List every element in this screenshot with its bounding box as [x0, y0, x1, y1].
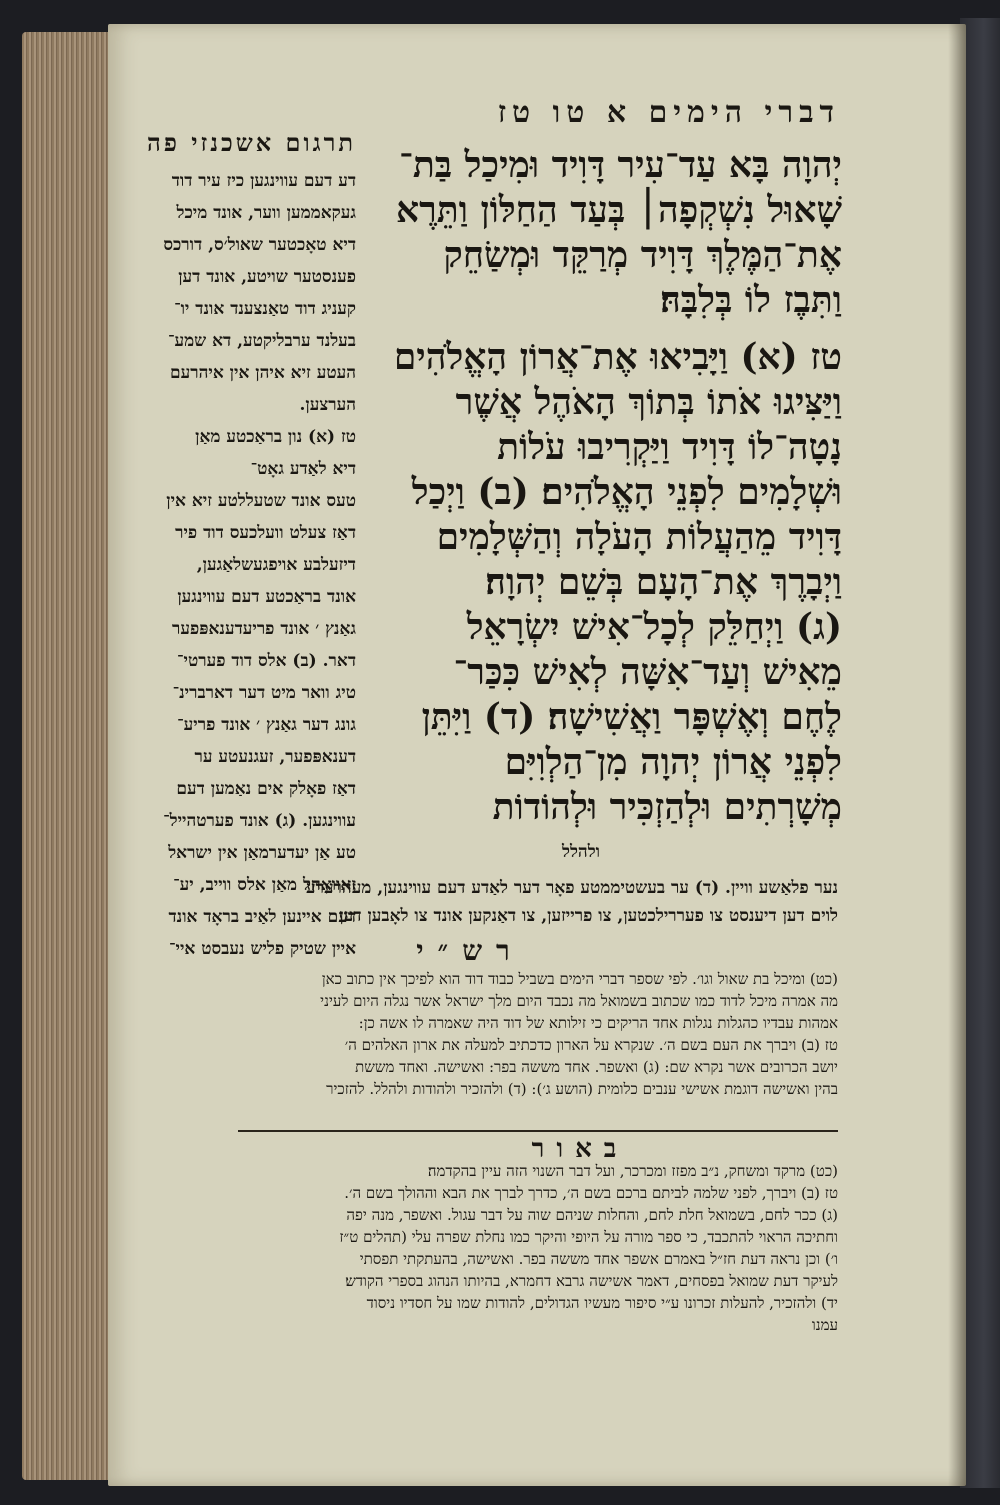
- translation-line: אונד בראַכטע דעם עווינגען: [177, 587, 356, 607]
- biur-commentary: [118, 1160, 838, 1336]
- translation-line: קעניג דוד טאַנצענד אונד יו־: [174, 299, 356, 319]
- translation-line: דיזעלבע אויפגעשלאַגען,: [196, 555, 356, 575]
- main-text-line: דָּוִיד מֵהַעֲלוֹת הָעֹלָה וְהַשְּׁלָמִים: [436, 516, 842, 558]
- rashi-heading: רש״י: [416, 934, 524, 967]
- book-page-edges: [22, 32, 114, 1480]
- rashi-line: טז (ב) ויברך את העם בשם ה׳. שנקרא על הארון כדכתיב למעלה את ארון האלהים ה׳: [344, 1036, 838, 1054]
- translation-line: דעם איינען לאַיב בראָד אונד: [168, 907, 356, 927]
- translation-column: [116, 165, 356, 965]
- main-text-line: מֵאִישׁ וְעַד־אִשָּׁה לְאִישׁ כִּכַּר־: [453, 651, 842, 693]
- translation-line: העטע זיא איהן אין איהרעם: [170, 363, 356, 383]
- rashi-commentary: [118, 968, 838, 1100]
- translation-line: גאַנץ ׳ אונד פריעדענאפּפער: [172, 619, 356, 639]
- translation-line: בעלנד ערבליקטע, דא שמע־: [167, 331, 356, 351]
- translation-line: טעס אונד שטעללטע זיא אין: [166, 491, 356, 511]
- translation-line: עווינגען. (ג) אונד פערטהייל־: [163, 811, 356, 831]
- translation-line: געקאממען ווער, אונד מיכל: [176, 203, 356, 223]
- main-text-line: וַתִּבֶז לוֹ בְּלִבָּהּ׃: [660, 279, 842, 321]
- translation-line: דענאפּפער, זעגנעטע ער: [194, 747, 356, 767]
- biur-line: ו׳) וכן נראה דעת חז״ל באמרם אשפר אחד מששה בפר. ואשישה, בהעתקתי תפסתי: [359, 1250, 838, 1268]
- translation-line: טז (א) נון בראַכטע מאַן: [195, 427, 356, 447]
- translation-line: דאר. (ב) אלס דוד פערטי־: [176, 651, 356, 671]
- page-gutter-shadow: [948, 24, 966, 1486]
- translation-line: טיג וואר מיט דער דארברינ־: [172, 683, 356, 703]
- translation-line: דיא לאַדע גאָט־: [250, 459, 356, 479]
- biur-line: טז (ב) ויברך, לפני שלמה לביתם ברכם בשם ה׳, כדרך לברך את הבא וההולך בשם ה׳.: [344, 1184, 838, 1202]
- section-divider: [238, 1130, 838, 1132]
- translation-line: דאַז צעלט וועלכעס דוד פיר: [175, 523, 356, 543]
- main-text-line: (ג) וַיְחַלֵּק לְכָל־אִישׁ יִשְׂרָאֵל: [466, 606, 842, 648]
- main-text-line: טז (א) וַיָּבִיאוּ אֶת־אֲרוֹן הָאֱלֹהִים: [393, 336, 842, 378]
- main-text-line: לֶחֶם וְאֶשְׁפָּר וַאֲשִׁישָׁה׃ (ד) וַיִּתֵּן: [421, 696, 842, 738]
- translation-line: הערצען.: [299, 395, 356, 415]
- biur-line: וחתיכה הראוי להתכבד, כי ספר מורה על היופי והיקר כמו נחלת שפרה עלי (תהלים ט״ז: [339, 1228, 838, 1246]
- main-text-line: לִפְנֵי אֲרוֹן יְהוָה מִן־הַלְוִיִּם: [504, 741, 842, 783]
- translation-line: פענסטער שויטע, אונד דען: [178, 267, 356, 287]
- rashi-line: בהין ואשישה דוגמת אשישי ענבים כלומית (הושע ג׳): (ד) ולהזכיר ולהודות ולהלל. להזכיר: [326, 1080, 838, 1098]
- main-text-line: מְשָׁרְתִים וּלְהַזְכִּיר וּלְהוֹדוֹת: [492, 786, 842, 828]
- translation-line: דע דעם עווינגען כיז עיר דוד: [171, 171, 356, 191]
- biur-line: יד) ולהזכיר, להעלות זכרונו ע״י סיפור מעשיו הגדולים, להודות שמו על חסדיו ניסוד: [366, 1294, 838, 1312]
- translation-line: גונג דער גאַנץ ׳ אונד פריע־: [177, 715, 356, 735]
- biur-line: (ג) ככר לחם, בשמואל חלת לחם, והחלות שניהם שוה על דבר עגול. ואשפר, מנה יפה: [346, 1206, 838, 1224]
- facing-page-edge: [960, 18, 1000, 1488]
- main-text-line: אֶת־הַמֶּלֶךְ דָּוִיד מְרַקֵּד וּמְשַׂחֵק: [443, 234, 842, 276]
- main-text-column: [372, 143, 842, 830]
- translation-line: דיא טאָכטער שאול׳ס, דורכס: [163, 235, 356, 255]
- main-text-line: שָׁאוּל נִשְׁקְפָה׀ בְּעַד הַחַלּוֹן וַתֵּרֶא: [395, 189, 842, 231]
- main-text-line: וַיַּצִּיגוּ אֹתוֹ בְּתוֹךְ הָאֹהֶל אֲשֶׁר: [455, 381, 842, 423]
- translation-line: זאוואָהל מאַן אלס ווייב, יע־: [173, 875, 356, 895]
- biur-heading: באור: [531, 1134, 629, 1164]
- main-text-line: וַיְבָרֶךְ אֶת־הָעָם בְּשֵׁם יְהוָה׃: [485, 561, 842, 603]
- rashi-line: אמהות עבדיו כהגלות נגלות אחד הריקים כי זילותא של דוד היה שאמרה לו אשה כן:: [358, 1014, 838, 1032]
- main-text-line: נָטָה־לוֹ דָּוִיד וַיַּקְרִיבוּ עֹלוֹת: [497, 426, 842, 468]
- biur-line: (כט) מרקד ומשחק, נ״ב מפזז ומכרכר, ועל דבר השנוי הזה עיין בהקדמה׃: [427, 1162, 838, 1180]
- main-text-line: וּשְׁלָמִים לִפְנֵי הָאֱלֹהִים׃ (ב) וַיְכַל: [411, 471, 842, 513]
- biur-line: עמנו: [811, 1316, 838, 1334]
- main-text-line: יְהוָה בָּא עַד־עִיר דָּוִיד וּמִיכַל בַּת־: [399, 144, 842, 186]
- translation-line: איין שטיק פליש נעבסט איי־: [168, 939, 356, 959]
- translation-wide-line: לוים דען דיענסט צו פעררילכטען, צו פרייזען, צו דאַנקען אונד צו לאָבען דען: [339, 906, 838, 926]
- biur-line: לעיקר דעת שמואל בפסחים, דאמר אשישה גרבא דחמרא, בהיותו הנהוג בספרי הקודש׃: [345, 1272, 838, 1290]
- rashi-line: מה אמרה מיכל לדוד כמו שכתוב בשמואל מה נכבד היום מלך ישראל אשר נגלה היום לעיני: [320, 992, 838, 1010]
- translation-line: דאַז פאָלק אים נאַמען דעם: [176, 779, 356, 799]
- running-header-title: דברי הימים א טו טז: [497, 95, 840, 130]
- translation-wide-line: נער פלאַשע וויין. (ד) ער בעשטיממטע פאָר דער לאַדע דעם עווינגען, מעהרערע: [305, 878, 838, 898]
- marginal-note: ולהלל: [562, 842, 600, 862]
- translation-line: טע אַן יעדערמאַן אין ישראל: [168, 843, 356, 863]
- rashi-line: (כט) ומיכל בת שאול וגו׳. לפי שספר דברי הימים בשביל כבוד דוד הוא לפיכך אין כתוב כאן: [321, 970, 838, 988]
- rashi-line: יושב הכרובים אשר נקרא שם: (ג) ואשפר. אחד מששה בפר: ואשישה. ואחד מששת: [355, 1058, 838, 1076]
- running-header-translation: תרגום אשכנזי פה: [147, 128, 356, 157]
